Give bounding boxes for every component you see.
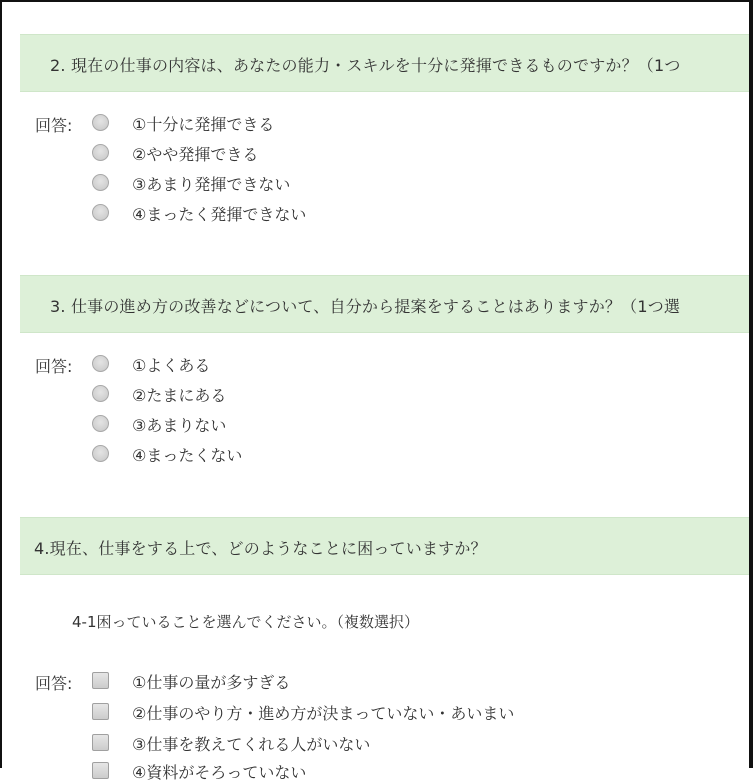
checkbox[interactable] — [92, 762, 109, 779]
question-2-title: 2. 現在の仕事の内容は、あなたの能力・スキルを十分に発揮できるものですか？（1つ — [50, 56, 681, 75]
radio-button[interactable] — [92, 355, 109, 372]
answer-label-q3: 回答: — [35, 357, 73, 376]
question-4-1-subtitle: 4-1困っていることを選んでください。（複数選択） — [72, 613, 420, 631]
answer-label-q4: 回答: — [35, 674, 73, 693]
question-4-title: 4.現在、仕事をする上で、どのようなことに困っていますか？ — [34, 539, 487, 558]
q4-option-1-label: ①仕事の量が多すぎる — [132, 673, 291, 692]
question-4-header — [20, 517, 753, 575]
question-2-header — [20, 34, 753, 92]
q2-option-2-label: ②やや発揮できる — [132, 145, 259, 164]
q4-option-3-label: ③仕事を教えてくれる人がいない — [132, 735, 371, 754]
q4-option-4-label: ④資料がそろっていない — [132, 763, 307, 782]
answer-label-q2: 回答: — [35, 116, 73, 135]
q3-option-1-label: ①よくある — [132, 356, 211, 375]
q3-option-4-label: ④まったくない — [132, 446, 243, 465]
q3-option-2-label: ②たまにある — [132, 386, 227, 405]
checkbox[interactable] — [92, 703, 109, 720]
q3-option-3-label: ③あまりない — [132, 416, 227, 435]
radio-button[interactable] — [92, 174, 109, 191]
radio-button[interactable] — [92, 144, 109, 161]
question-3-title: 3. 仕事の進め方の改善などについて、自分から提案をすることはありますか？（1つ選 — [50, 297, 681, 316]
radio-button[interactable] — [92, 415, 109, 432]
radio-button[interactable] — [92, 114, 109, 131]
q2-option-1-label: ①十分に発揮できる — [132, 115, 275, 134]
q2-option-3-label: ③あまり発揮できない — [132, 175, 291, 194]
radio-button[interactable] — [92, 445, 109, 462]
radio-button[interactable] — [92, 385, 109, 402]
q4-option-2-label: ②仕事のやり方・進め方が決まっていない・あいまい — [132, 704, 515, 723]
checkbox[interactable] — [92, 672, 109, 689]
checkbox[interactable] — [92, 734, 109, 751]
question-3-header — [20, 275, 753, 333]
radio-button[interactable] — [92, 204, 109, 221]
frame-border-right — [749, 0, 753, 768]
q2-option-4-label: ④まったく発揮できない — [132, 205, 307, 224]
